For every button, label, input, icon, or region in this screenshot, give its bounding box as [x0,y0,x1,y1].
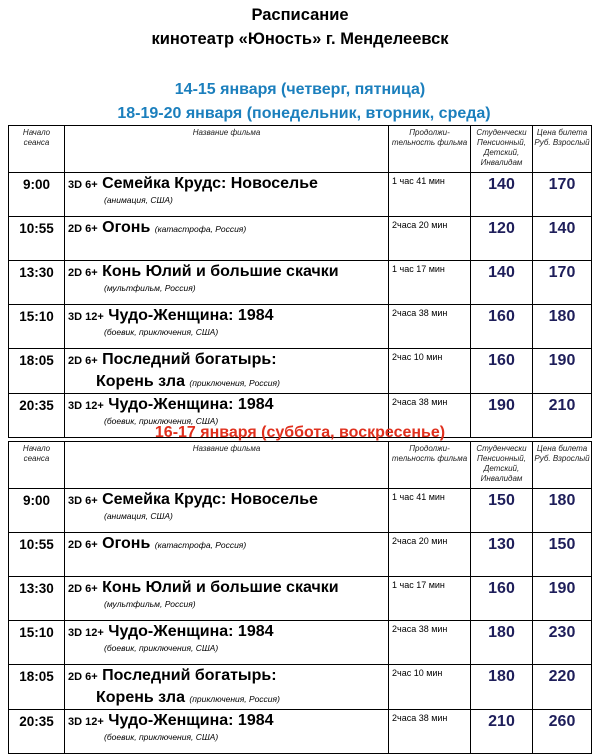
film-title: Чудо-Женщина: 1984 [108,396,274,413]
film-title: Конь Юлий и большие скачки [102,579,339,596]
film-genre: (катастрофа, Россия) [154,224,247,234]
film-cell [65,665,389,710]
price-adult: 150 [533,533,592,577]
film-title-line-2 [68,687,388,709]
film-title-line-2 [68,371,388,393]
price-adult: 210 [533,394,592,438]
film-duration: 1 час 17 мин [389,261,471,305]
table-row [9,489,592,533]
film-format: 2D 6+ [68,355,98,367]
film-title-line [68,710,388,732]
film-title-line [68,621,388,643]
col-header-adult: Цена билета Руб. Взрослый [533,442,592,489]
price-adult: 220 [533,665,592,710]
film-duration: 2час 10 мин [389,349,471,394]
session-time: 15:10 [9,621,65,665]
date-range-2: 18-19-20 января (понедельник, вторник, среда) [117,105,491,122]
price-adult: 190 [533,349,592,394]
film-format: 2D 6+ [68,223,98,235]
date-range-1: 14-15 января (четверг, пятница) [174,81,426,98]
session-time: 13:30 [9,261,65,305]
price-adult: 230 [533,621,592,665]
film-format: 3D 12+ [68,311,104,323]
schedule-title: Расписание [251,6,349,24]
film-format: 2D 6+ [68,267,98,279]
film-duration: 2часа 38 мин [389,621,471,665]
film-duration: 2часа 38 мин [389,710,471,754]
film-cell [65,173,389,217]
session-time: 15:10 [9,305,65,349]
film-duration: 1 час 41 мин [389,173,471,217]
film-title: Последний богатырь: [102,351,277,368]
price-discount: 210 [471,710,533,754]
price-discount: 120 [471,217,533,261]
film-cell [65,489,389,533]
price-discount: 140 [471,261,533,305]
film-duration: 2часа 38 мин [389,305,471,349]
film-genre: (приключения, Россия) [189,378,280,388]
film-cell [65,621,389,665]
col-header-start: Начало сеанса [9,126,65,173]
film-format: 3D 12+ [68,716,104,728]
film-format: 2D 6+ [68,671,98,683]
film-genre: (приключения, Россия) [189,694,280,704]
film-title-continued: Корень зла [96,373,185,390]
film-genre: (боевик, приключения, США) [104,643,219,653]
price-adult: 140 [533,217,592,261]
film-cell [65,305,389,349]
film-title: Последний богатырь: [102,667,277,684]
film-duration: 2час 10 мин [389,665,471,710]
film-cell [65,533,389,577]
price-discount: 140 [471,173,533,217]
film-cell [65,261,389,305]
session-time: 20:35 [9,710,65,754]
session-time: 10:55 [9,217,65,261]
film-genre: (анимация, США) [104,195,173,205]
table-row [9,261,592,305]
film-title-line [68,533,388,555]
film-duration: 2часа 20 мин [389,217,471,261]
film-cell [65,349,389,394]
film-genre: (боевик, приключения, США) [104,327,219,337]
film-title: Конь Юлий и большие скачки [102,263,339,280]
film-duration: 1 час 17 мин [389,577,471,621]
film-duration: 2часа 38 мин [389,394,471,438]
film-format: 2D 6+ [68,539,98,551]
film-title-line [68,489,388,511]
table-row [9,533,592,577]
film-duration: 2часа 20 мин [389,533,471,577]
price-discount: 180 [471,621,533,665]
weekend-schedule-table [8,441,592,754]
film-genre: (боевик, приключения, США) [104,732,219,742]
film-title-line [68,305,388,327]
col-header-duration: Продолжи-тельность фильма [389,442,471,489]
price-adult: 170 [533,261,592,305]
table-header-row [9,126,592,173]
table-row [9,173,592,217]
film-title: Чудо-Женщина: 1984 [108,623,274,640]
film-title-line [68,173,388,195]
film-genre: (боевик, приключения, США) [104,416,219,426]
col-header-start: Начало сеанса [9,442,65,489]
price-adult: 190 [533,577,592,621]
price-adult: 180 [533,305,592,349]
film-title-line [68,577,388,599]
session-time: 10:55 [9,533,65,577]
table-row [9,349,592,394]
film-genre: (мультфильм, Россия) [104,599,196,609]
price-discount: 180 [471,665,533,710]
film-format: 3D 12+ [68,627,104,639]
cinema-name: кинотеатр «Юность» г. Менделеевск [151,30,449,48]
film-title-continued: Корень зла [96,689,185,706]
film-title: Огонь [102,535,151,552]
film-format: 3D 12+ [68,400,104,412]
film-title: Семейка Крудс: Новоселье [102,491,318,508]
table-header-row [9,442,592,489]
film-format: 2D 6+ [68,583,98,595]
weekday-schedule-table [8,125,592,438]
price-adult: 180 [533,489,592,533]
session-time: 18:05 [9,665,65,710]
col-header-discount: Студенчески Пенсионный, Детский, Инвалидам [471,442,533,489]
price-adult: 170 [533,173,592,217]
session-time: 9:00 [9,173,65,217]
date-range-weekend: 16-17 января (суббота, воскресенье) [154,424,446,441]
film-title-line [68,217,388,239]
price-discount: 130 [471,533,533,577]
film-title: Огонь [102,219,151,236]
film-format: 3D 6+ [68,495,98,507]
table-row [9,305,592,349]
price-discount: 160 [471,305,533,349]
table-row [9,621,592,665]
film-format: 3D 6+ [68,179,98,191]
col-header-adult: Цена билета Руб. Взрослый [533,126,592,173]
table-row [9,665,592,710]
film-cell [65,217,389,261]
film-title-line [68,665,388,687]
film-genre: (анимация, США) [104,511,173,521]
session-time: 13:30 [9,577,65,621]
table-row [9,217,592,261]
film-duration: 1 час 41 мин [389,489,471,533]
price-discount: 150 [471,489,533,533]
price-discount: 190 [471,394,533,438]
film-cell [65,577,389,621]
col-header-film: Название фильма [65,126,389,173]
film-title: Чудо-Женщина: 1984 [108,712,274,729]
table-row [9,577,592,621]
film-title: Чудо-Женщина: 1984 [108,307,274,324]
film-title-line [68,261,388,283]
session-time: 20:35 [9,394,65,438]
price-discount: 160 [471,577,533,621]
film-cell [65,710,389,754]
session-time: 18:05 [9,349,65,394]
price-discount: 160 [471,349,533,394]
col-header-discount: Студенчески Пенсионный, Детский, Инвалидам [471,126,533,173]
table-row [9,710,592,754]
film-genre: (катастрофа, Россия) [154,540,247,550]
col-header-duration: Продолжи-тельность фильма [389,126,471,173]
film-title: Семейка Крудс: Новоселье [102,175,318,192]
price-adult: 260 [533,710,592,754]
film-title-line [68,394,388,416]
film-title-line [68,349,388,371]
film-genre: (мультфильм, Россия) [104,283,196,293]
session-time: 9:00 [9,489,65,533]
col-header-film: Название фильма [65,442,389,489]
